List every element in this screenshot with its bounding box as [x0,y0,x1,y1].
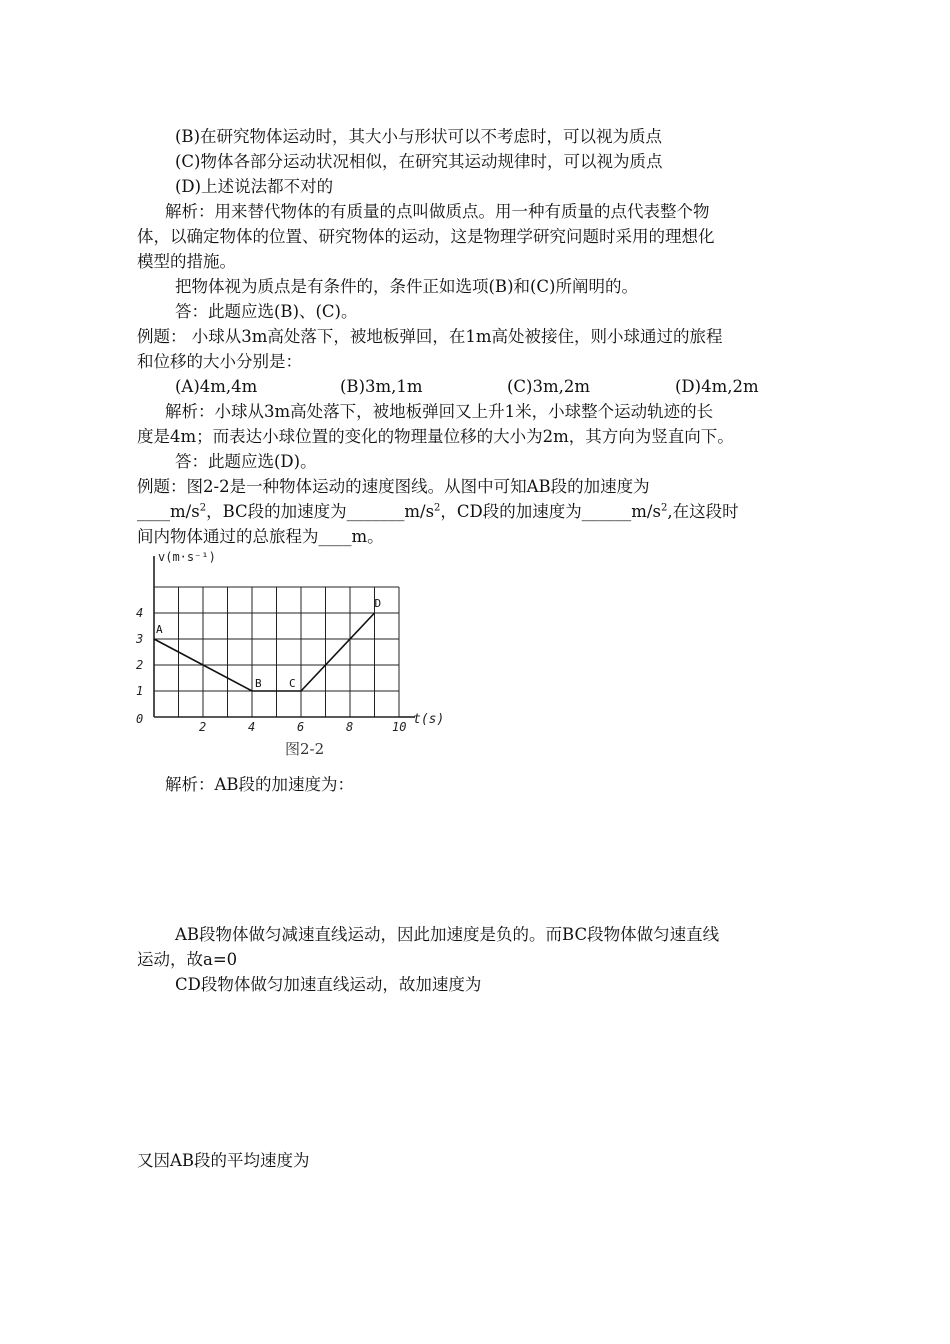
analysis-line-1: 解析：用来替代物体的有质量的点叫做质点。用一种有质量的点代表整个物 [165,202,710,221]
y-axis-label: v(m·s⁻¹) [158,550,216,564]
y-tick-label: 3 [136,632,144,646]
sup-3: 2 [660,502,668,514]
x-axis-label: t(s) [413,712,445,727]
choice-a: (A)4m,4m [175,377,258,396]
blank-ab: ____m/s [137,502,200,521]
velocity-time-chart [134,546,454,738]
y-tick-label: 1 [136,684,144,698]
point-label-c: C [289,677,296,690]
condition-line: 把物体视为质点是有条件的，条件正如选项(B)和(C)所阐明的。 [175,277,638,296]
figure-caption: 图2-2 [285,740,325,758]
analysis-3-line-1: 解析：AB段的加速度为： [165,775,355,794]
point-label-b: B [255,677,262,690]
analysis-3-line-5: 又因AB段的平均速度为 [137,1151,310,1170]
x-tick-label: 6 [297,720,305,734]
answer-line-2: 答：此题应选(D)。 [175,452,317,471]
y-tick-label: 4 [136,606,144,620]
velocity-series-line [154,613,375,691]
point-label-a: A [156,623,163,636]
example-2-line-2: 和位移的大小分别是： [137,352,302,371]
option-b-line: (B)在研究物体运动时，其大小与形状可以不考虑时，可以视为质点 [175,127,662,146]
blank-bc: ，BC段的加速度为_______m/s [206,502,435,521]
analysis-3-line-4: CD段物体做匀加速直线运动，故加速度为 [175,975,482,994]
example-3-line-1: 例题：图2-2是一种物体运动的速度图线。从图中可知AB段的加速度为 [137,477,650,496]
option-d-line: (D)上述说法都不对的 [175,177,334,196]
x-tick-label: 8 [346,720,354,734]
answer-line-1: 答：此题应选(B)、(C)。 [175,302,358,321]
analysis-line-2: 体，以确定物体的位置、研究物体的运动，这是物理学研究问题时采用的理想化 [137,227,715,246]
analysis-2-line-2: 度是4m；而表达小球位置的变化的物理量位移的大小为2m，其方向为竖直向下。 [137,427,734,446]
example-3-line-2 [137,501,739,523]
sup-1: 2 [199,502,207,514]
x-tick-label: 4 [248,720,256,734]
example-2-line-1: 例题： 小球从3m高处落下，被地板弹回，在1m高处被接住，则小球通过的旅程 [137,327,723,346]
option-c-line: (C)物体各部分运动状况相似，在研究其运动规律时，可以视为质点 [175,152,663,171]
analysis-2-line-1: 解析：小球从3m高处落下，被地板弹回又上升1米，小球整个运动轨迹的长 [165,402,714,421]
example-3-line-3: 间内物体通过的总旅程为____m。 [137,527,384,546]
choice-b: (B)3m,1m [340,377,423,396]
point-label-d: D [374,597,382,610]
blank-cd: ，CD段的加速度为______m/s [440,502,661,521]
x-tick-label: 2 [199,720,207,734]
y-tick-label: 2 [136,658,144,672]
sup-2: 2 [434,502,441,514]
y-tick-label: 0 [136,712,144,726]
analysis-line-3: 模型的措施。 [137,252,236,271]
choice-c: (C)3m,2m [507,377,591,396]
analysis-3-line-3: 运动，故a=0 [137,950,238,969]
x-tick-label: 10 [392,720,407,734]
analysis-3-line-2: AB段物体做匀减速直线运动，因此加速度是负的。而BC段物体做匀速直线 [175,925,720,944]
tail-text: ,在这段时 [667,502,739,521]
choice-d: (D)4m,2m [675,377,759,396]
